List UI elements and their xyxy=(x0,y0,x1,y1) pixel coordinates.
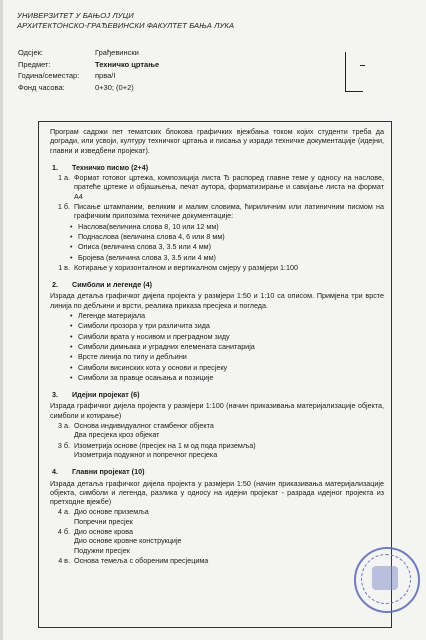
intro-paragraph: Програм садржи пет тематских блокова графичких вјежбања током којих студенти треба да догради, или усвоји, културу техничког цртања и писања у изради техничке документације (идејни, главни и изведбени пројекат). xyxy=(50,127,384,155)
bullet-item: • Описа (величина слова 3, 3.5 или 4 мм) xyxy=(50,242,384,251)
bullet-item: • Симболи за правце осањања и позиције xyxy=(50,373,384,382)
bullet-item: • Симболи димњака и уградних елемената санитарија xyxy=(50,342,384,351)
section-title: Главни пројекат (10) xyxy=(72,467,145,477)
section-heading xyxy=(50,467,384,476)
section-heading xyxy=(50,163,384,172)
program-content xyxy=(50,127,384,565)
meta-value: Грађевински xyxy=(95,48,139,57)
meta-label: Година/семестар: xyxy=(18,71,80,80)
list-item xyxy=(50,202,384,221)
item-text: Основа темеља с обореним пресјецима xyxy=(74,555,209,565)
section-number: 2. xyxy=(52,280,58,290)
university-header xyxy=(17,11,234,31)
meta-label: Одсјек: xyxy=(18,48,43,57)
bullet-item: • Симболи врата у носивом и преградном зиду xyxy=(50,332,384,341)
list-item xyxy=(50,527,384,536)
meta-value: 0+30; (0+2) xyxy=(95,82,134,92)
item-text: Основа индивидуалног стамбеног објекта xyxy=(74,421,214,431)
item-number: 1 в. xyxy=(58,262,70,272)
course-meta xyxy=(18,47,159,93)
section-number: 3. xyxy=(52,390,58,400)
bullet-item: • Врсте линија по типу и дебљини xyxy=(50,352,384,361)
item-subtext: Дио основе кровне конструкције xyxy=(74,536,182,546)
meta-row-hours xyxy=(18,82,159,94)
item-subtext: Попречни пресјек xyxy=(74,516,133,526)
item-number: 4 а. xyxy=(58,507,70,517)
bullet-item: • Легенде материјала xyxy=(50,311,384,320)
item-number: 4 в. xyxy=(58,555,70,565)
item-text: Дио основе крова xyxy=(74,526,134,536)
meta-value: прва/I xyxy=(95,71,116,80)
university-name: УНИВЕРЗИТЕТ У БАЊОЈ ЛУЦИ xyxy=(17,11,134,20)
meta-row-year xyxy=(18,70,159,82)
item-subtext: Подужни пресјек xyxy=(74,545,130,555)
list-item xyxy=(50,421,384,430)
section-number: 1. xyxy=(52,162,58,172)
meta-row-department xyxy=(18,47,159,59)
item-number: 1 а. xyxy=(58,173,70,183)
item-text: Дио основе приземља xyxy=(74,507,149,517)
official-stamp-emblem xyxy=(372,566,398,590)
meta-label: Предмет: xyxy=(18,59,51,69)
section-number: 4. xyxy=(52,467,58,477)
list-item xyxy=(50,263,384,272)
list-item xyxy=(50,556,384,565)
faculty-name: АРХИТЕКТОНСКО-ГРАЂЕВИНСКИ ФАКУЛТЕТ БАЊА ЛУКА xyxy=(17,21,235,30)
list-item xyxy=(50,173,384,201)
section-paragraph: Израда графичког дијела пројекта у размјери 1:100 (начин приказивања материјализације објекта, симболи и котирање) xyxy=(50,401,384,420)
list-item xyxy=(50,507,384,516)
section-paragraph: Израда детаља графичког дијела пројекта у размјери 1:50 и 1:10 са описом. Примјена три врсте линија по дебљини и врсти, реалика приказа пресјека и погледа. xyxy=(50,291,384,310)
section-title: Симболи и легенде (4) xyxy=(72,280,153,290)
section-paragraph: Израда детаља графичког дијела пројекта у размјери 1:50 (начин приказивања материјализације објекта, симболи и легенда, разлика у односу на идејни пројекат - разрада идејног пројекта из претходне вјежбе) xyxy=(50,478,384,507)
item-text: Котирање у хоризонталном и вертикалном смјеру у размјери 1:100 xyxy=(74,262,299,272)
margin-bracket xyxy=(345,52,346,92)
section-heading xyxy=(50,390,384,399)
meta-row-subject xyxy=(18,59,159,71)
item-text: Изометрија основе (пресјек на 1 м од пода приземља) xyxy=(74,440,256,450)
list-item xyxy=(50,441,384,450)
margin-mark xyxy=(360,65,365,66)
item-subtext: Два пресјека кроз објекат xyxy=(74,430,160,440)
item-text: Писање штампаним, великим и малим словима, ћириличним или латиничним писмом на графичким прилозима техничке документације: xyxy=(74,202,384,221)
section-title: Техничко писмо (2+4) xyxy=(72,162,149,172)
scan-edge xyxy=(0,0,3,640)
item-number: 3 а. xyxy=(58,421,70,431)
item-number: 3 б. xyxy=(57,440,70,450)
item-subtext: Изометрија подужног и попречног пресјека xyxy=(74,449,218,459)
bullet-item: • Симболи висинских кота у основи и пресјеку xyxy=(50,363,384,372)
item-text: Формат готовог цртежа, композиција листа Ђ распоред главне теме у односу на наслове, пратеће цртеже и објашњења, печат аутора, форматизирање и савијање листа на формат А4 xyxy=(74,173,384,201)
item-number: 4 б. xyxy=(57,526,70,536)
bullet-item: • Симболи прозора у три различита зида xyxy=(50,321,384,330)
section-title: Идејни пројекат (6) xyxy=(72,390,140,400)
bullet-item: • Бројева (величина слова 3, 3.5 или 4 мм) xyxy=(50,253,384,262)
item-number: 1 б. xyxy=(57,202,70,212)
bullet-item: • Наслова(величина слова 8, 10 или 12 мм) xyxy=(50,222,384,231)
bullet-item: • Поднаслова (величина слова 4, 6 или 8 мм) xyxy=(50,232,384,241)
meta-label: Фонд часова: xyxy=(18,82,65,92)
section-heading xyxy=(50,280,384,289)
margin-bracket-foot xyxy=(345,91,363,92)
meta-value: Техничко цртање xyxy=(95,59,160,69)
